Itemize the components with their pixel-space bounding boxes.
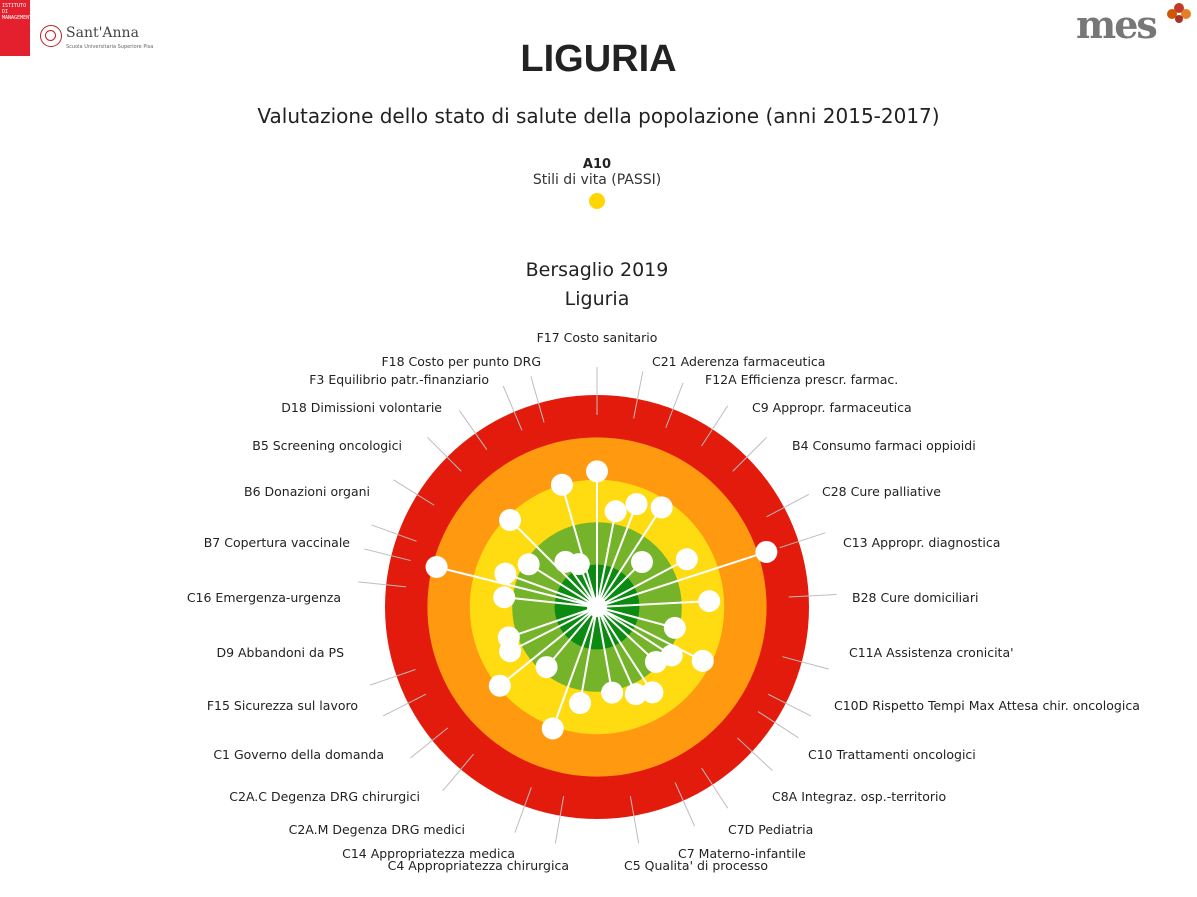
indicator-marker bbox=[426, 556, 448, 578]
chart-subtitle: Liguria bbox=[564, 288, 630, 310]
indicator-label: C7 Materno-infantile bbox=[678, 846, 806, 861]
logo-name: Sant'Anna bbox=[66, 25, 139, 41]
indicator-label: C4 Appropriatezza chirurgica bbox=[387, 858, 569, 873]
mes-logo-text: mes bbox=[1076, 2, 1156, 47]
indicator-label: C7D Pediatria bbox=[728, 822, 814, 837]
indicator-label: C21 Aderenza farmaceutica bbox=[652, 354, 826, 369]
page-title: LIGURIA bbox=[520, 38, 677, 80]
indicator-label: C28 Cure palliative bbox=[822, 484, 941, 499]
indicator-marker bbox=[518, 553, 540, 575]
flower-icon bbox=[1164, 0, 1194, 30]
indicator-marker bbox=[536, 656, 558, 678]
indicator-status-dot bbox=[589, 193, 605, 209]
center-hub bbox=[587, 597, 607, 617]
indicator-legend bbox=[497, 157, 697, 209]
indicator-marker bbox=[605, 500, 627, 522]
indicator-code: A10 bbox=[582, 157, 612, 172]
indicator-marker bbox=[601, 682, 623, 704]
indicator-label: D18 Dimissioni volontarie bbox=[281, 400, 442, 415]
indicator-label: B6 Donazioni organi bbox=[244, 484, 370, 499]
indicator-marker bbox=[698, 590, 720, 612]
indicator-label: C14 Appropriatezza medica bbox=[342, 846, 515, 861]
indicator-marker bbox=[676, 548, 698, 570]
indicator-marker bbox=[569, 692, 591, 714]
indicator-label: B7 Copertura vaccinale bbox=[203, 535, 350, 550]
indicator-marker bbox=[626, 493, 648, 515]
indicator-label: F18 Costo per punto DRG bbox=[381, 354, 541, 369]
indicator-label: C2A.C Degenza DRG chirurgici bbox=[229, 789, 420, 804]
indicator-marker bbox=[542, 718, 564, 740]
indicator-label: D9 Abbandoni da PS bbox=[216, 645, 344, 660]
logo-institute-text: ISTITUTO DI MANAGEMENT bbox=[2, 3, 33, 21]
target-chart bbox=[0, 240, 1197, 890]
indicator-marker bbox=[692, 650, 714, 672]
logo-subtitle: Scuola Universitaria Superiore Pisa bbox=[66, 44, 154, 50]
indicator-marker bbox=[494, 563, 516, 585]
indicator-marker bbox=[664, 617, 686, 639]
indicator-label: C11A Assistenza cronicita' bbox=[849, 645, 1014, 660]
indicator-label: F17 Costo sanitario bbox=[536, 330, 658, 345]
indicator-marker bbox=[625, 683, 647, 705]
indicator-marker bbox=[755, 541, 777, 563]
indicator-label: C10 Trattamenti oncologici bbox=[808, 747, 976, 762]
indicator-label: C10D Rispetto Tempi Max Attesa chir. oncologica bbox=[834, 698, 1140, 713]
indicator-name: Stili di vita (PASSI) bbox=[532, 172, 662, 188]
indicator-marker bbox=[651, 496, 673, 518]
indicator-label: F15 Sicurezza sul lavoro bbox=[206, 698, 358, 713]
indicator-label: F3 Equilibrio patr.-finanziario bbox=[309, 372, 489, 387]
indicator-label: C5 Qualita' di processo bbox=[624, 858, 769, 873]
indicator-label: C8A Integraz. osp.-territorio bbox=[772, 789, 947, 804]
page-subtitle: Valutazione dello stato di salute della popolazione (anni 2015-2017) bbox=[257, 104, 940, 128]
indicator-label: C9 Appropr. farmaceutica bbox=[752, 400, 912, 415]
indicator-label: B28 Cure domiciliari bbox=[852, 590, 979, 605]
indicator-label: C1 Governo della domanda bbox=[213, 747, 384, 762]
indicator-marker bbox=[499, 509, 521, 531]
indicator-marker bbox=[489, 675, 511, 697]
indicator-label: B5 Screening oncologici bbox=[252, 438, 402, 453]
indicator-label: C16 Emergenza-urgenza bbox=[186, 590, 341, 605]
chart-title: Bersaglio 2019 bbox=[525, 259, 669, 281]
indicator-label: F12A Efficienza prescr. farmac. bbox=[705, 372, 899, 387]
indicator-label: B4 Consumo farmaci oppioidi bbox=[792, 438, 976, 453]
indicator-label: C13 Appropr. diagnostica bbox=[843, 535, 1001, 550]
indicator-marker bbox=[493, 586, 515, 608]
indicator-label: C2A.M Degenza DRG medici bbox=[288, 822, 465, 837]
indicator-marker bbox=[631, 551, 653, 573]
indicator-marker bbox=[498, 626, 520, 648]
indicator-marker bbox=[568, 553, 590, 575]
indicator-marker bbox=[551, 474, 573, 496]
indicator-marker bbox=[586, 460, 608, 482]
indicator-marker bbox=[645, 651, 667, 673]
